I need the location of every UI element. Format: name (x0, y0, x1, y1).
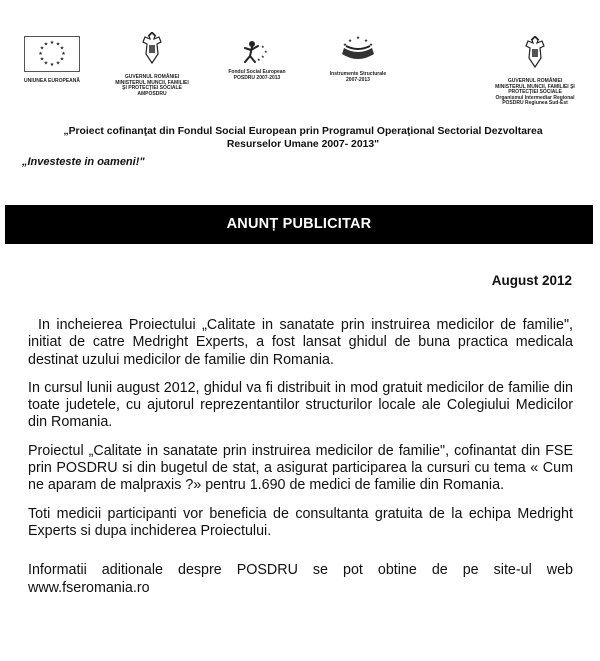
svg-text:★: ★ (59, 45, 65, 52)
slogan: „Investeste in oameni!" (22, 156, 145, 168)
svg-text:★: ★ (39, 56, 45, 63)
gov-ministry-caption: GUVERNUL ROMÂNIEI MINISTERUL MUNCII, FAMILIEI ŞI PROTECŢIEI SOCIALE AMPOSDRU (115, 74, 189, 97)
paragraph: In cursul lunii august 2012, ghidul va fi distribuit in mod gratuit medicilor de familie din toate judetele, cu ajutorul reprezentantilor structurilor locale ale Colegiului Medicilor din Romania. (28, 379, 573, 431)
structural-instruments-caption: Instrumente Structurale 2007-2013 (329, 71, 387, 83)
eu-logo (18, 36, 86, 85)
svg-text:★: ★ (342, 43, 348, 48)
svg-text:★: ★ (347, 39, 353, 44)
fse-caption: Fondul Social European POSDRU 2007-2013 (228, 69, 286, 81)
fse-logo (222, 38, 292, 81)
svg-text:★: ★ (261, 54, 265, 59)
paragraph: Proiectul „Calitate in sanatate prin instruirea medicilor de familie", cofinantat din FSE prin POSDRU si din bugetul de stat, a asigurat participarea la cursuri cu tema « Cum ne aparam de malpraxis ?» pentru 1.690 de medici de familie din Romania. (28, 442, 573, 494)
coat-of-arms-icon (141, 32, 163, 66)
svg-text:★: ★ (355, 36, 361, 41)
announcement-body (28, 317, 573, 608)
svg-text:★: ★ (55, 41, 61, 48)
eu-flag-icon (24, 36, 80, 72)
svg-text:★: ★ (39, 45, 45, 52)
svg-text:★: ★ (55, 60, 61, 67)
svg-text:★: ★ (368, 43, 374, 48)
banner-title: ANUNȚ PUBLICITAR (226, 216, 372, 232)
announcement-banner (5, 205, 593, 244)
svg-text:★: ★ (49, 62, 55, 68)
paragraph: Toti medicii participanti vor beneficia de consultanta gratuita de la echipa Medright Experts si dupa inchiderea Proiectului. (28, 505, 573, 539)
svg-text:★: ★ (43, 60, 49, 67)
svg-text:★: ★ (49, 40, 55, 46)
svg-text:★: ★ (257, 57, 261, 62)
gov-regional-logo (490, 36, 580, 107)
structural-instruments-icon (338, 34, 378, 70)
svg-text:★: ★ (43, 41, 49, 48)
svg-text:★: ★ (61, 51, 66, 57)
eu-caption: UNIUNEA EUROPEANĂ (24, 78, 80, 84)
gov-ministry-logo (112, 32, 192, 97)
paragraph: In incheierea Proiectului „Calitate in sanatate prin instruirea medicilor de familie", initiat de catre Medright Experts, a fost lansat ghidul de buna practica medicala destinat uzului medicilor de familie din Romania. (28, 317, 573, 368)
project-cofinancing-line: „Proiect cofinanţat din Fondul Social European prin Programul Operaţional Sectorial Dezvoltarea Resurselor Umane 2007- 2013" (63, 126, 543, 150)
gov-regional-caption: GUVERNUL ROMÂNIEI MINISTERUL MUNCII, FAMILIEI ŞI PROTECŢIEI SOCIALE Organismul Intermediar Regional POSDRU Regiunea Sud-Est (495, 78, 575, 107)
svg-text:★: ★ (261, 44, 265, 49)
fse-figure-icon (237, 38, 277, 68)
structural-instruments-logo (320, 34, 396, 83)
announcement-date: August 2012 (491, 273, 572, 288)
paragraph-website-info: Informatii aditionale despre POSDRU se pot obtine de pe site-ul web www.fseromania.ro (28, 562, 573, 596)
svg-text:★: ★ (59, 56, 65, 63)
svg-text:★: ★ (363, 39, 369, 44)
svg-text:★: ★ (38, 51, 43, 57)
coat-of-arms-icon (524, 36, 546, 70)
svg-text:★: ★ (264, 49, 268, 54)
